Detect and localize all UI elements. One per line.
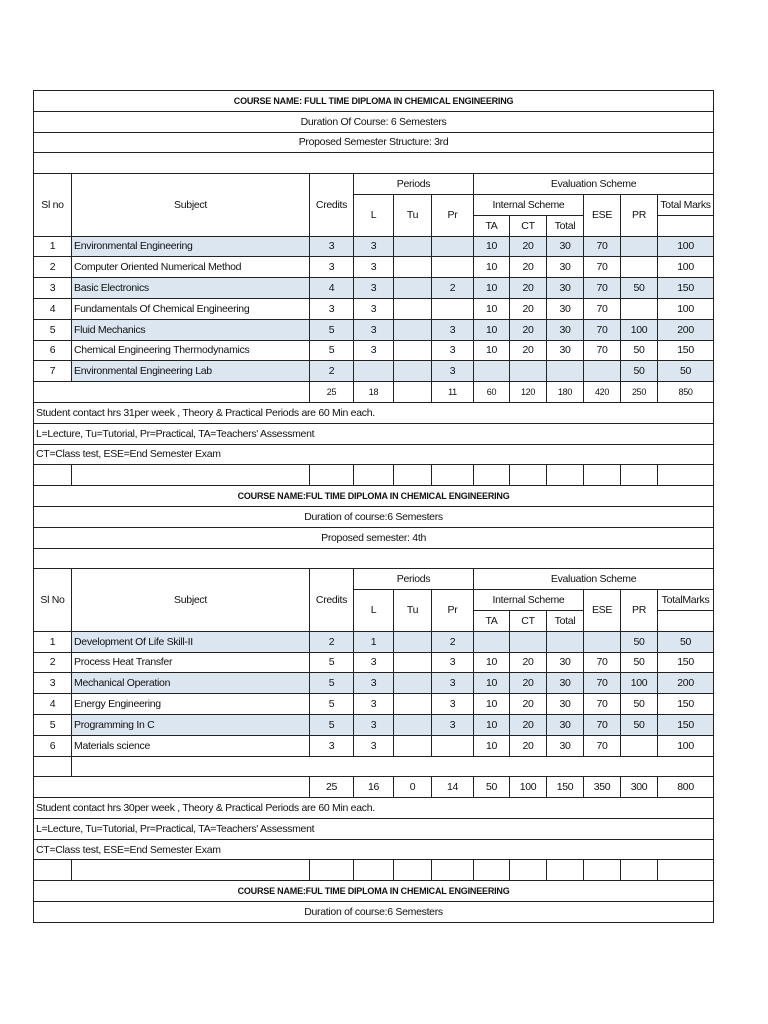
prm-cell: 50: [621, 631, 658, 652]
subject-cell: Development Of Life Skill-II: [72, 631, 310, 652]
header-empty: [658, 610, 714, 631]
header-lecture: L: [354, 194, 394, 236]
header-credits: Credits: [310, 174, 354, 236]
header-empty: [658, 215, 714, 236]
pr-cell: [432, 236, 474, 257]
table-row: [34, 319, 714, 340]
header-evaluation-scheme: Evaluation Scheme: [474, 569, 714, 590]
note-contact-hours: Student contact hrs 30per week , Theory & Practical Periods are 60 Min each.: [34, 798, 714, 819]
total-internal: 180: [547, 382, 584, 403]
table-row: [34, 673, 714, 694]
tu-cell: [394, 257, 432, 278]
ese-cell: 70: [584, 298, 621, 319]
ta-cell: 10: [474, 714, 510, 735]
total-marks-cell: 100: [658, 236, 714, 257]
pr-cell: 3: [432, 319, 474, 340]
ta-cell: [474, 361, 510, 382]
credits-cell: 4: [310, 278, 354, 299]
tu-cell: [394, 631, 432, 652]
header-tutorial: Tu: [394, 590, 432, 632]
table-row: [34, 652, 714, 673]
subject-cell: Mechanical Operation: [72, 673, 310, 694]
total-cell: 30: [547, 652, 584, 673]
ct-cell: 20: [510, 278, 547, 299]
subject-cell: Basic Electronics: [72, 278, 310, 299]
course-name-title: COURSE NAME: FULL TIME DIPLOMA IN CHEMICAL ENGINEERING: [34, 91, 714, 112]
ct-cell: 20: [510, 340, 547, 361]
credits-cell: 5: [310, 673, 354, 694]
ct-cell: 20: [510, 714, 547, 735]
tu-cell: [394, 714, 432, 735]
total-l: 16: [354, 777, 394, 798]
header-subject: Subject: [72, 569, 310, 631]
total-tu: [394, 382, 432, 403]
header-total: Total: [547, 610, 584, 631]
total-ta: 60: [474, 382, 510, 403]
credits-cell: 5: [310, 319, 354, 340]
prm-cell: 50: [621, 714, 658, 735]
total-marks-cell: 50: [658, 631, 714, 652]
table-row: [34, 257, 714, 278]
credits-cell: 5: [310, 340, 354, 361]
ese-cell: 70: [584, 278, 621, 299]
pr-cell: 3: [432, 652, 474, 673]
sl-cell: 3: [34, 278, 72, 299]
tu-cell: [394, 673, 432, 694]
subject-cell: Environmental Engineering Lab: [72, 361, 310, 382]
subject-cell: Computer Oriented Numerical Method: [72, 257, 310, 278]
pr-cell: 3: [432, 673, 474, 694]
ta-cell: 10: [474, 673, 510, 694]
pr-cell: [432, 298, 474, 319]
header-ta: TA: [474, 215, 510, 236]
subject-cell: Programming In C: [72, 714, 310, 735]
course-duration: Duration of course:6 Semesters: [34, 506, 714, 527]
ta-cell: 10: [474, 298, 510, 319]
empty-grid-row: [34, 465, 714, 486]
total-marks: 800: [658, 777, 714, 798]
subject-cell: Chemical Engineering Thermodynamics: [72, 340, 310, 361]
subject-cell: Environmental Engineering: [72, 236, 310, 257]
sl-cell: 5: [34, 319, 72, 340]
totals-row: [34, 777, 714, 798]
sl-cell: 1: [34, 631, 72, 652]
totals-label-empty: [34, 382, 310, 403]
l-cell: 3: [354, 257, 394, 278]
tu-cell: [394, 340, 432, 361]
table-row: [34, 278, 714, 299]
pr-cell: [432, 257, 474, 278]
spacer-row: [34, 153, 714, 174]
credits-cell: 3: [310, 257, 354, 278]
subject-cell: Process Heat Transfer: [72, 652, 310, 673]
subject-cell: Materials science: [72, 735, 310, 756]
tu-cell: [394, 361, 432, 382]
header-evaluation-scheme: Evaluation Scheme: [474, 174, 714, 195]
total-marks: 850: [658, 382, 714, 403]
header-ese: ESE: [584, 194, 621, 236]
pr-cell: 2: [432, 631, 474, 652]
prm-cell: 50: [621, 694, 658, 715]
sl-cell: 5: [34, 714, 72, 735]
credits-cell: 5: [310, 714, 354, 735]
total-marks-cell: 100: [658, 735, 714, 756]
ta-cell: 10: [474, 735, 510, 756]
semester-structure-title: Proposed Semester Structure: 3rd: [34, 132, 714, 153]
credits-cell: 3: [310, 236, 354, 257]
subject-cell: Fundamentals Of Chemical Engineering: [72, 298, 310, 319]
header-pr: PR: [621, 194, 658, 236]
ese-cell: [584, 631, 621, 652]
header-total-marks: TotalMarks: [658, 590, 714, 611]
pr-cell: 3: [432, 694, 474, 715]
ese-cell: 70: [584, 694, 621, 715]
prm-cell: [621, 735, 658, 756]
ta-cell: 10: [474, 278, 510, 299]
ta-cell: 10: [474, 236, 510, 257]
total-marks-cell: 150: [658, 340, 714, 361]
total-cell: [547, 361, 584, 382]
sl-cell: 2: [34, 652, 72, 673]
ese-cell: 70: [584, 236, 621, 257]
total-ct: 100: [510, 777, 547, 798]
ct-cell: 20: [510, 257, 547, 278]
ese-cell: [584, 361, 621, 382]
header-pr: PR: [621, 590, 658, 632]
sl-cell: 4: [34, 298, 72, 319]
l-cell: 1: [354, 631, 394, 652]
ta-cell: 10: [474, 340, 510, 361]
sl-cell: 1: [34, 236, 72, 257]
course-name-title: COURSE NAME:FUL TIME DIPLOMA IN CHEMICAL ENGINEERING: [34, 486, 714, 507]
prm-cell: 50: [621, 278, 658, 299]
total-cell: 30: [547, 340, 584, 361]
ese-cell: 70: [584, 652, 621, 673]
totals-row: [34, 382, 714, 403]
l-cell: [354, 361, 394, 382]
table-row: [34, 236, 714, 257]
l-cell: 3: [354, 714, 394, 735]
l-cell: 3: [354, 735, 394, 756]
course-duration: Duration Of Course: 6 Semesters: [34, 111, 714, 132]
header-periods: Periods: [354, 569, 474, 590]
table-row: [34, 340, 714, 361]
total-marks-cell: 150: [658, 714, 714, 735]
total-ese: 350: [584, 777, 621, 798]
total-marks-cell: 150: [658, 278, 714, 299]
table-row: [34, 361, 714, 382]
total-marks-cell: 200: [658, 319, 714, 340]
sl-cell: 7: [34, 361, 72, 382]
total-cell: 30: [547, 298, 584, 319]
credits-cell: 5: [310, 652, 354, 673]
total-marks-cell: 50: [658, 361, 714, 382]
empty-row: [34, 756, 714, 777]
total-credits: 25: [310, 777, 354, 798]
subject-cell: Fluid Mechanics: [72, 319, 310, 340]
header-credits: Credits: [310, 569, 354, 631]
prm-cell: 100: [621, 673, 658, 694]
ct-cell: 20: [510, 236, 547, 257]
table-row: [34, 631, 714, 652]
pr-cell: 3: [432, 714, 474, 735]
prm-cell: [621, 257, 658, 278]
total-cell: 30: [547, 735, 584, 756]
ta-cell: 10: [474, 652, 510, 673]
header-tutorial: Tu: [394, 194, 432, 236]
header-total-marks: Total Marks: [658, 194, 714, 215]
header-ct: CT: [510, 610, 547, 631]
l-cell: 3: [354, 652, 394, 673]
ese-cell: 70: [584, 714, 621, 735]
note-abbreviations: L=Lecture, Tu=Tutorial, Pr=Practical, TA=Teachers' Assessment: [34, 818, 714, 839]
total-cell: [547, 631, 584, 652]
note-contact-hours: Student contact hrs 31per week , Theory & Practical Periods are 60 Min each.: [34, 402, 714, 423]
prm-cell: 100: [621, 319, 658, 340]
credits-cell: 2: [310, 361, 354, 382]
pr-cell: [432, 735, 474, 756]
table-row: [34, 735, 714, 756]
credits-cell: 3: [310, 735, 354, 756]
tu-cell: [394, 236, 432, 257]
course-duration: Duration of course:6 Semesters: [34, 902, 714, 923]
header-practical: Pr: [432, 194, 474, 236]
sl-cell: 6: [34, 340, 72, 361]
total-pr: 11: [432, 382, 474, 403]
total-marks-cell: 100: [658, 257, 714, 278]
ta-cell: 10: [474, 694, 510, 715]
header-sl-no: Sl no: [34, 174, 72, 236]
total-tu: 0: [394, 777, 432, 798]
ct-cell: 20: [510, 694, 547, 715]
l-cell: 3: [354, 340, 394, 361]
total-l: 18: [354, 382, 394, 403]
header-internal-scheme: Internal Scheme: [474, 194, 584, 215]
semester-structure-title: Proposed semester: 4th: [34, 527, 714, 548]
pr-cell: 2: [432, 278, 474, 299]
credits-cell: 3: [310, 298, 354, 319]
ese-cell: 70: [584, 735, 621, 756]
l-cell: 3: [354, 236, 394, 257]
prm-cell: 50: [621, 361, 658, 382]
tu-cell: [394, 694, 432, 715]
total-ct: 120: [510, 382, 547, 403]
prm-cell: 50: [621, 652, 658, 673]
course-name-title: COURSE NAME:FUL TIME DIPLOMA IN CHEMICAL ENGINEERING: [34, 881, 714, 902]
ese-cell: 70: [584, 257, 621, 278]
total-prm: 250: [621, 382, 658, 403]
sl-cell: 6: [34, 735, 72, 756]
table-row: [34, 694, 714, 715]
ta-cell: 10: [474, 319, 510, 340]
note-exam-abbreviations: CT=Class test, ESE=End Semester Exam: [34, 839, 714, 860]
ese-cell: 70: [584, 673, 621, 694]
header-sl-no: Sl No: [34, 569, 72, 631]
total-internal: 150: [547, 777, 584, 798]
ta-cell: 10: [474, 257, 510, 278]
ct-cell: 20: [510, 652, 547, 673]
credits-cell: 5: [310, 694, 354, 715]
header-internal-scheme: Internal Scheme: [474, 590, 584, 611]
ese-cell: 70: [584, 319, 621, 340]
note-abbreviations: L=Lecture, Tu=Tutorial, Pr=Practical, TA=Teachers' Assessment: [34, 423, 714, 444]
ct-cell: [510, 361, 547, 382]
l-cell: 3: [354, 673, 394, 694]
total-ese: 420: [584, 382, 621, 403]
tu-cell: [394, 652, 432, 673]
total-cell: 30: [547, 694, 584, 715]
sl-cell: 4: [34, 694, 72, 715]
tu-cell: [394, 319, 432, 340]
l-cell: 3: [354, 278, 394, 299]
header-subject: Subject: [72, 174, 310, 236]
empty-grid-row: [34, 860, 714, 881]
prm-cell: [621, 236, 658, 257]
sl-cell: 3: [34, 673, 72, 694]
prm-cell: 50: [621, 340, 658, 361]
ct-cell: [510, 631, 547, 652]
tu-cell: [394, 735, 432, 756]
table-row: [34, 298, 714, 319]
ct-cell: 20: [510, 673, 547, 694]
pr-cell: 3: [432, 361, 474, 382]
ct-cell: 20: [510, 735, 547, 756]
total-credits: 25: [310, 382, 354, 403]
ct-cell: 20: [510, 319, 547, 340]
totals-label-empty: [34, 777, 310, 798]
total-cell: 30: [547, 278, 584, 299]
ct-cell: 20: [510, 298, 547, 319]
total-cell: 30: [547, 714, 584, 735]
tu-cell: [394, 298, 432, 319]
l-cell: 3: [354, 298, 394, 319]
sl-cell: 2: [34, 257, 72, 278]
total-ta: 50: [474, 777, 510, 798]
syllabus-sheet: [33, 90, 713, 923]
subject-cell: Energy Engineering: [72, 694, 310, 715]
header-periods: Periods: [354, 174, 474, 195]
l-cell: 3: [354, 319, 394, 340]
total-marks-cell: 200: [658, 673, 714, 694]
credits-cell: 2: [310, 631, 354, 652]
table-row: [34, 714, 714, 735]
ese-cell: 70: [584, 340, 621, 361]
spacer-row: [34, 548, 714, 569]
tu-cell: [394, 278, 432, 299]
syllabus-table: [33, 90, 714, 923]
l-cell: 3: [354, 694, 394, 715]
header-ta: TA: [474, 610, 510, 631]
total-pr: 14: [432, 777, 474, 798]
total-cell: 30: [547, 319, 584, 340]
prm-cell: [621, 298, 658, 319]
total-prm: 300: [621, 777, 658, 798]
total-cell: 30: [547, 673, 584, 694]
ta-cell: [474, 631, 510, 652]
header-total: Total: [547, 215, 584, 236]
total-cell: 30: [547, 257, 584, 278]
header-practical: Pr: [432, 590, 474, 632]
total-marks-cell: 150: [658, 652, 714, 673]
header-ct: CT: [510, 215, 547, 236]
total-marks-cell: 100: [658, 298, 714, 319]
note-exam-abbreviations: CT=Class test, ESE=End Semester Exam: [34, 444, 714, 465]
header-ese: ESE: [584, 590, 621, 632]
total-cell: 30: [547, 236, 584, 257]
header-lecture: L: [354, 590, 394, 632]
pr-cell: 3: [432, 340, 474, 361]
total-marks-cell: 150: [658, 694, 714, 715]
